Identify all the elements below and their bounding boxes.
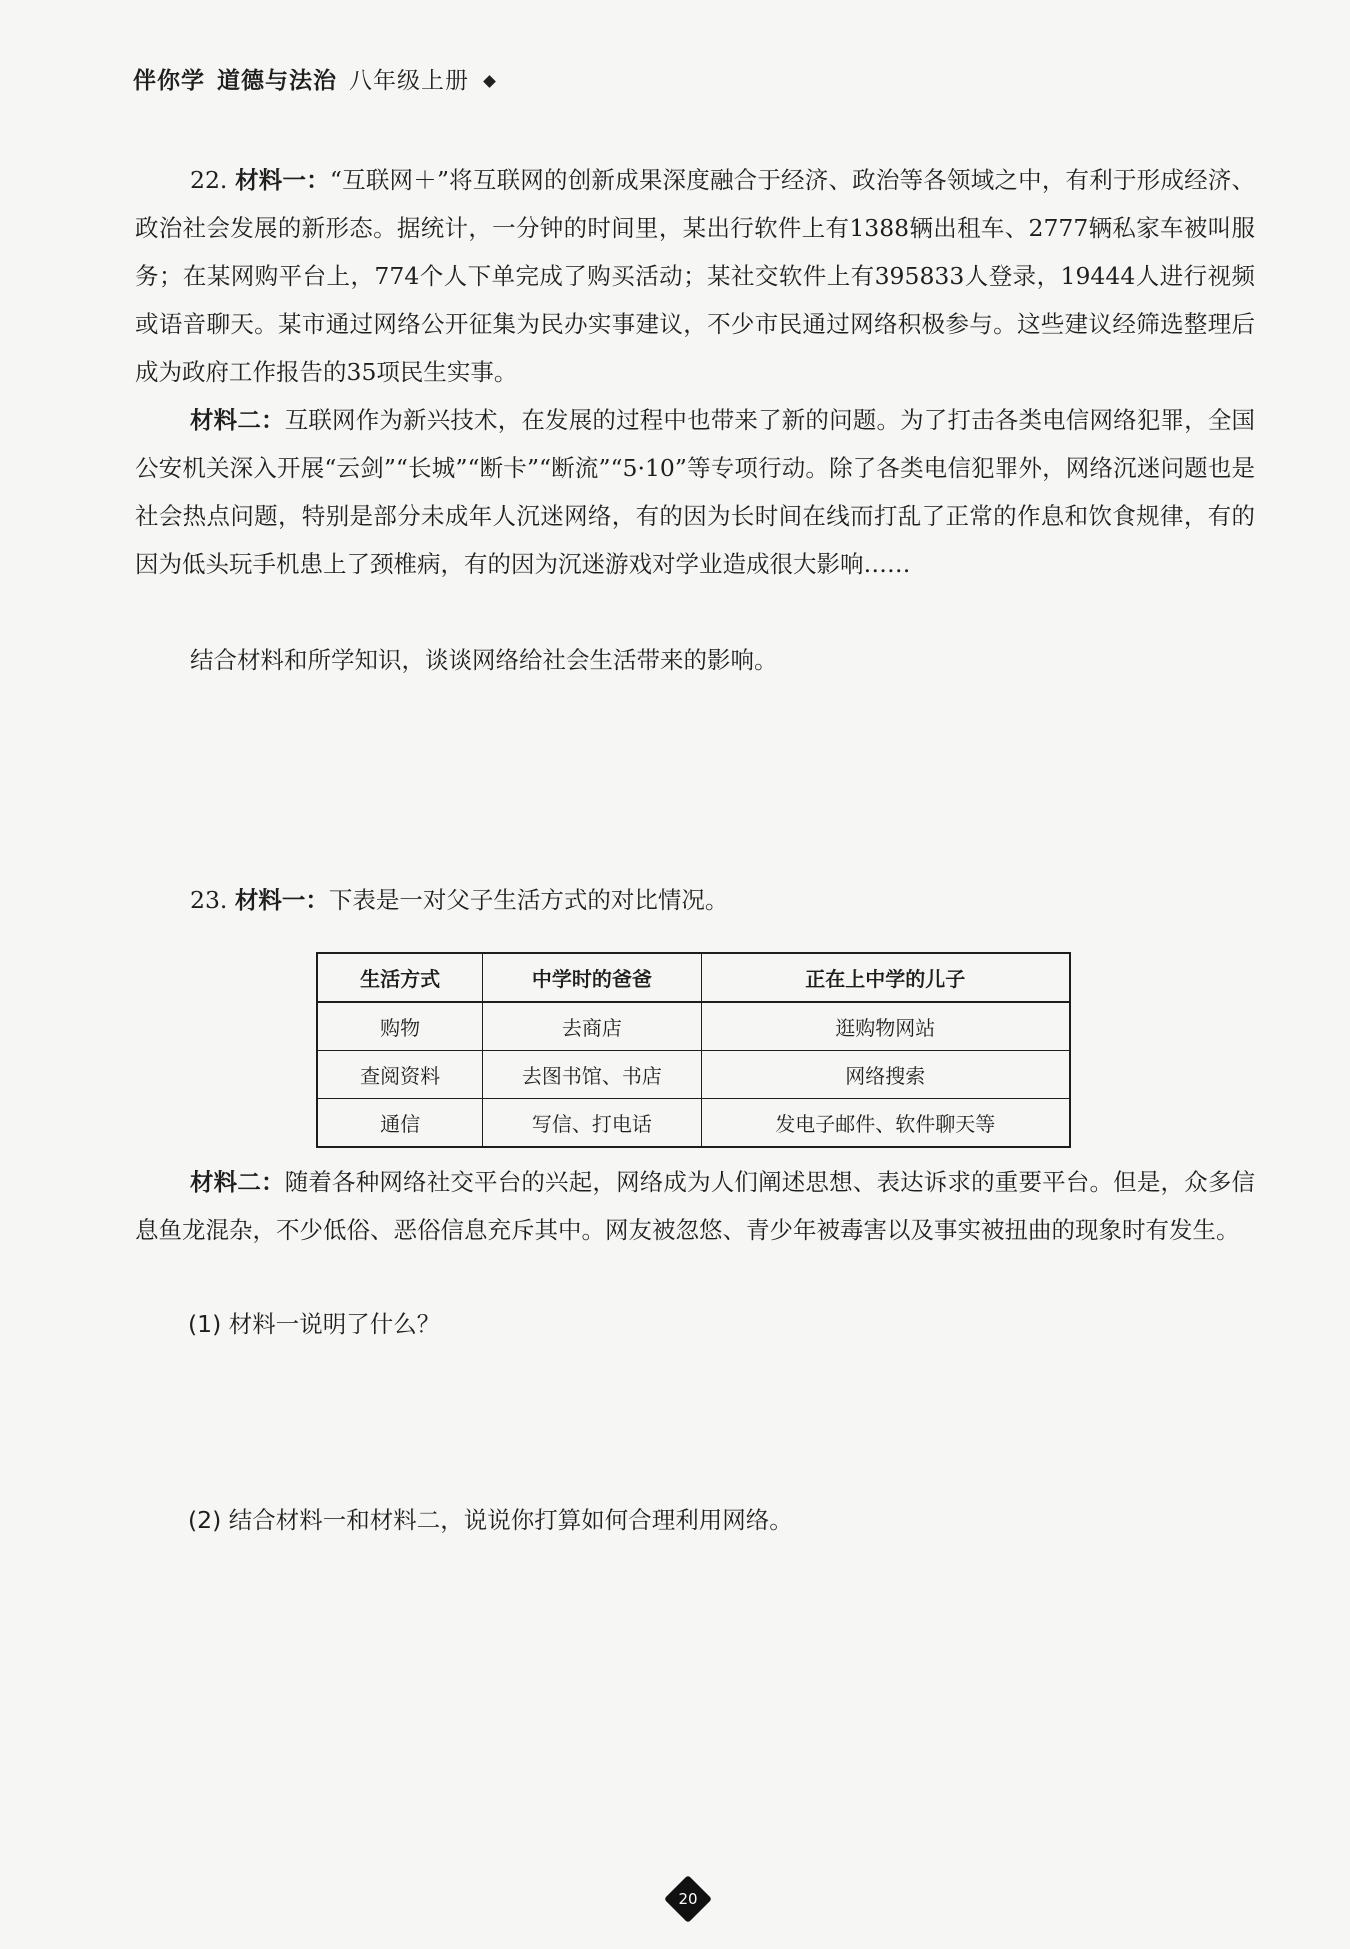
book-grade: 八年级上册 [349,68,469,94]
table-row [317,1002,1070,1051]
q23-m2-label: 材料二： [190,1168,285,1196]
table-cell: 去商店 [483,1002,701,1051]
q23-material-two [135,1158,1255,1254]
page-header [133,62,494,95]
table-cell: 网络搜索 [701,1051,1070,1099]
q23-material-one [135,876,1255,924]
q22-question-text: 结合材料和所学知识，谈谈网络给社会生活带来的影响。 [190,646,778,674]
q23-m1-label: 材料一： [234,886,329,914]
table-header: 正在上中学的儿子 [701,953,1070,1002]
table-header: 生活方式 [317,953,483,1002]
q23-m1-text: 下表是一对父子生活方式的对比情况。 [328,886,729,914]
q22-m1-text: “互联网＋”将互联网的创新成果深度融合于经济、政治等各领域之中，有利于形成经济、政治社会发展的新形态。据统计，一分钟的时间里，某出行软件上有1388辆出租车、2777辆私家车被叫服务；在某网购平台上，774个人下单完成了购买活动；某社交软件上有395833人登录，19444人进行视频或语音聊天。某市通过网络公开征集为民办实事建议，不少市民通过网络积极参与。这些建议经筛选整理后成为政府工作报告的35项民生实事。 [135,166,1255,386]
table-cell: 去图书馆、书店 [483,1051,701,1099]
table-cell: 查阅资料 [317,1051,483,1099]
q22-m2-label: 材料二： [190,406,285,434]
q22-m1-label: 材料一： [235,166,330,194]
table-row [317,1051,1070,1099]
page-number: 20 [678,1890,698,1908]
q22-m2-text: 互联网作为新兴技术，在发展的过程中也带来了新的问题。为了打击各类电信网络犯罪，全国公安机关深入开展“云剑”“长城”“断卡”“断流”“5·10”等专项行动。除了各类电信犯罪外，网络沉迷问题也是社会热点问题，特别是部分未成年人沉迷网络，有的因为长时间在线而打乱了正常的作息和饮食规律，有的因为低头玩手机患上了颈椎病，有的因为沉迷游戏对学业造成很大影响…… [135,406,1256,578]
table-cell: 逛购物网站 [701,1002,1070,1051]
table-cell: 购物 [317,1002,483,1051]
q23-sub-question-2: (2) 结合材料一和材料二，说说你打算如何合理利用网络。 [188,1506,793,1534]
table-cell: 通信 [317,1099,483,1148]
table-row [317,1099,1070,1148]
page-number-badge [667,1878,709,1920]
table-header: 中学时的爸爸 [483,953,701,1002]
comparison-table [316,952,1071,1148]
q23-m2-text: 随着各种网络社交平台的兴起，网络成为人们阐述思想、表达诉求的重要平台。但是，众多信息鱼龙混杂，不少低俗、恶俗信息充斥其中。网友被忽悠、青少年被毒害以及事实被扭曲的现象时有发生。 [135,1168,1256,1244]
q22-material-two [135,396,1255,588]
q23-sub-question-1: (1) 材料一说明了什么？ [188,1310,441,1338]
table-cell: 写信、打电话 [483,1099,701,1148]
book-subject: 道德与法治 [217,68,337,94]
q22-question [135,636,1255,684]
table-cell: 发电子邮件、软件聊天等 [701,1099,1070,1148]
book-series: 伴你学 [133,68,205,94]
table-header-row [317,953,1070,1002]
q23-number: 23. [190,886,228,914]
diamond-icon [483,75,496,88]
q22-material-one [135,156,1255,396]
q22-number: 22. [190,166,228,194]
